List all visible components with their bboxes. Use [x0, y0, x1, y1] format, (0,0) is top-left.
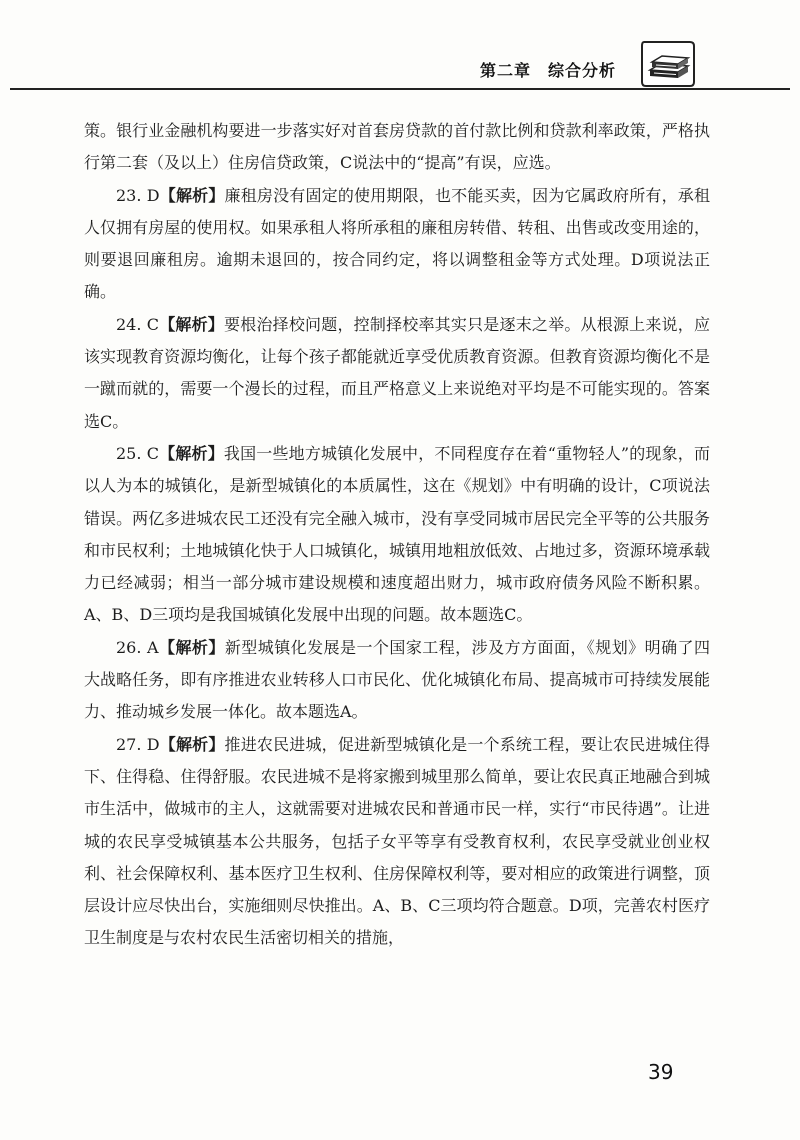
analysis-label: 【解析】	[159, 185, 225, 205]
chapter-title: 第二章 综合分析	[480, 61, 617, 80]
question-number: 27. D	[116, 734, 160, 754]
paragraph-text: 新型城镇化发展是一个国家工程，涉及方方面面，《规划》明确了四大战略任务，即有序推进农业转移人口市民化、优化城镇化布局、提高城市可持续发展能力、推动城乡发展一体化。故本题选A。	[84, 637, 710, 722]
analysis-label: 【解析】	[158, 637, 225, 657]
question-number: 24. C	[116, 314, 159, 334]
paragraph-continued	[84, 115, 710, 180]
paragraph-text: 推进农民进城，促进新型城镇化是一个系统工程，要让农民进城住得下、住得稳、住得舒服。农民进城不是将家搬到城里那么简单，要让农民真正地融合到城市生活中，做城市的主人，这就需要对进城农民和普通市民一样，实行“市民待遇”。让进城的农民享受城镇基本公共服务，包括子女平等享有受教育权利，农民享受就业创业权利、社会保障权利、基本医疗卫生权利、住房保障权利等，要对相应的政策进行调整，顶层设计应尽快出台，实施细则尽快推出。A、B、C三项均符合题意。D项，完善农村医疗卫生制度是与农村农民生活密切相关的措施，	[84, 734, 710, 948]
paragraph-text: 要根治择校问题，控制择校率其实只是逐末之举。从根源上来说，应该实现教育资源均衡化，让每个孩子都能就近享受优质教育资源。但教育资源均衡化不是一蹴而就的，需要一个漫长的过程，而且严格意义上来说绝对平均是不可能实现的。答案选C。	[84, 314, 710, 431]
analysis-label: 【解析】	[159, 734, 225, 754]
question-number: 23. D	[116, 185, 160, 205]
question-number: 26. A	[116, 637, 159, 657]
paragraph-text: 我国一些地方城镇化发展中，不同程度存在着“重物轻人”的现象，而以人为本的城镇化，是新型城镇化的本质属性，这在《规划》中有明确的设计，C项说法错误。两亿多进城农民工还没有完全融入城市，没有享受同城市居民完全平等的公共服务和市民权利；土地城镇化快于人口城镇化，城镇用地粗放低效、占地过多，资源环境承载力已经减弱；相当一部分城市建设规模和速度超出财力，城市政府债务风险不断积累。A、B、D三项均是我国城镇化发展中出现的问题。故本题选C。	[84, 443, 710, 625]
answer-explanations	[84, 115, 710, 955]
paragraph-text: 策。银行业金融机构要进一步落实好对首套房贷款的首付款比例和贷款利率政策，严格执行第二套（及以上）住房信贷政策，C说法中的“提高”有误，应选。	[84, 121, 710, 173]
answer-27	[84, 729, 710, 955]
analysis-label: 【解析】	[158, 443, 224, 463]
answer-26	[84, 632, 710, 729]
page-number: 39	[648, 1060, 674, 1084]
header-rule	[10, 88, 790, 90]
answer-23	[84, 180, 710, 309]
book-stack-icon	[638, 40, 698, 88]
analysis-label: 【解析】	[158, 314, 225, 334]
paragraph-text: 廉租房没有固定的使用期限，也不能买卖，因为它属政府所有，承租人仅拥有房屋的使用权。如果承租人将所承租的廉租房转借、转租、出售或改变用途的，则要退回廉租房。逾期未退回的，按合同约定，将以调整租金等方式处理。D项说法正确。	[84, 185, 710, 302]
answer-25	[84, 438, 710, 632]
answer-24	[84, 309, 710, 438]
page-header	[0, 0, 800, 100]
question-number: 25. C	[116, 443, 159, 463]
